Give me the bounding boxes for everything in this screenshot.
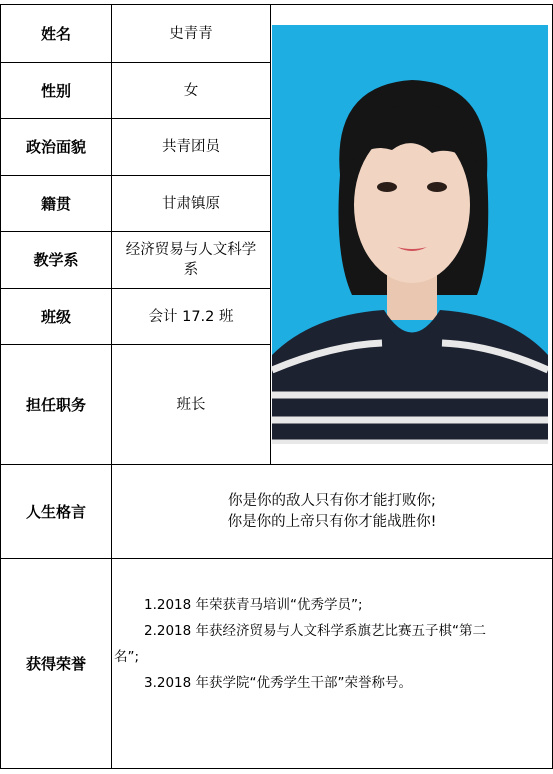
political-status-value: 共青团员	[162, 139, 220, 155]
hometown-value: 甘肃镇原	[162, 195, 220, 212]
position-value: 班长	[176, 396, 206, 413]
honor-item: 3.2018 年获学院“优秀学生干部”荣誉称号。	[144, 675, 413, 691]
honor-item: 2.2018 年获经济贸易与人文科学系旗艺比赛五子棋“第二	[144, 623, 487, 639]
name-label: 姓名	[40, 24, 71, 43]
political-status-label: 政治面貌	[25, 138, 86, 156]
honor-item-continuation: 名”;	[114, 649, 140, 665]
gender-label: 性别	[40, 81, 71, 100]
gender-value: 女	[183, 82, 199, 99]
honors-label: 获得荣誉	[25, 654, 86, 673]
department-value	[112, 232, 270, 288]
department-value-line2: 系	[183, 262, 199, 278]
class-label: 班级	[40, 307, 71, 326]
honors-list	[114, 592, 550, 696]
motto-value	[112, 465, 552, 558]
department-value-line1: 经济贸易与人文科学	[125, 242, 257, 258]
position-label: 担任职务	[25, 395, 86, 414]
honor-item: 1.2018 年荣获青马培训“优秀学员”;	[144, 597, 363, 613]
hometown-label: 籍贯	[40, 194, 71, 213]
portrait-illustration	[272, 25, 548, 444]
motto-line-1: 你是你的敌人只有你才能打败你;	[228, 492, 436, 509]
name-value: 史青青	[169, 25, 213, 42]
column-divider	[270, 4, 271, 465]
motto-label: 人生格言	[25, 502, 86, 521]
department-label: 教学系	[33, 251, 79, 269]
class-value: 会计 17.2 班	[148, 308, 234, 325]
table-border-bottom	[0, 768, 553, 769]
portrait-photo	[272, 25, 548, 444]
motto-line-2: 你是你的上帝只有你才能战胜你!	[227, 513, 437, 530]
